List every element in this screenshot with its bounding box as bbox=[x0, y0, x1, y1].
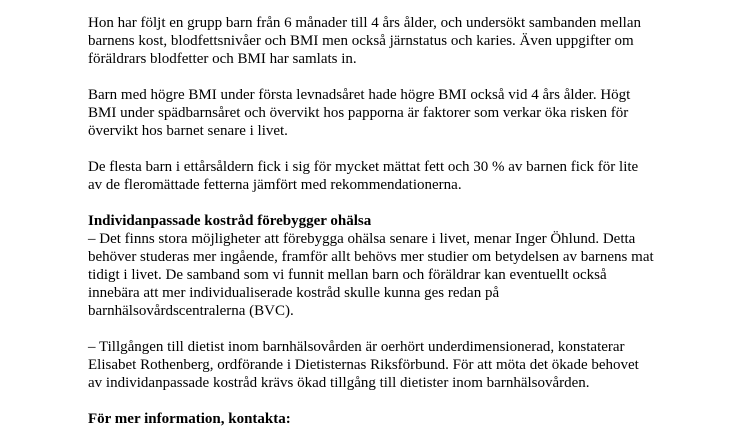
text-line: Elisabet Rothenberg, ordförande i Dietisternas Riksförbund. För att möta det ökade behovet bbox=[88, 357, 639, 373]
text-line: av de fleromättade fetterna jämfört med rekommendationerna. bbox=[88, 177, 462, 193]
text-line: Barn med högre BMI under första levnadsåret hade högre BMI också vid 4 års ålder. Högt bbox=[88, 87, 631, 103]
section-heading: Individanpassade kostråd förebygger ohälsa bbox=[88, 213, 372, 229]
text-line: barnens kost, blodfettsnivåer och BMI men också järnstatus och karies. Även uppgifter om bbox=[88, 33, 634, 49]
text-line: Hon har följt en grupp barn från 6 månader till 4 års ålder, och undersökt sambanden mellan bbox=[88, 15, 641, 31]
paragraph-bmi-findings bbox=[88, 86, 708, 140]
text-line: De flesta barn i ettårsåldern fick i sig för mycket mättat fett och 30 % av barnen fick för lite bbox=[88, 159, 639, 175]
text-line: av individanpassade kostråd krävs ökad tillgång till dietister inom barnhälsovården. bbox=[88, 375, 590, 391]
text-line: BMI under spädbarnsåret och övervikt hos papporna är faktorer som verkar öka risken för bbox=[88, 105, 629, 121]
paragraph-study-description bbox=[88, 14, 708, 68]
text-line: föräldrars blodfetter och BMI har samlats in. bbox=[88, 51, 357, 67]
text-line: tidigt i livet. De samband som vi funnit mellan barn och föräldrar kan eventuellt också bbox=[88, 267, 607, 283]
text-line: – Det finns stora möjligheter att förebygga ohälsa senare i livet, menar Inger Öhlund. Detta bbox=[88, 231, 636, 247]
contact-section bbox=[88, 410, 708, 428]
text-line: barnhälsovårdscentralerna (BVC). bbox=[88, 303, 294, 319]
contact-heading: För mer information, kontakta: bbox=[88, 411, 291, 427]
text-line: behöver studeras mer ingående, framför allt behövs mer studier om betydelsen av barnens mat bbox=[88, 249, 654, 265]
paragraph-dietist-quote bbox=[88, 338, 708, 392]
paragraph-fat-intake bbox=[88, 158, 708, 194]
document-body bbox=[88, 14, 708, 446]
section-individual-advice bbox=[88, 212, 708, 320]
text-line: – Tillgången till dietist inom barnhälsovården är oerhört underdimensionerad, konstaterar bbox=[88, 339, 625, 355]
text-line: innebära att mer individualiserade kostråd skulle kunna ges redan på bbox=[88, 285, 500, 301]
text-line: övervikt hos barnet senare i livet. bbox=[88, 123, 288, 139]
